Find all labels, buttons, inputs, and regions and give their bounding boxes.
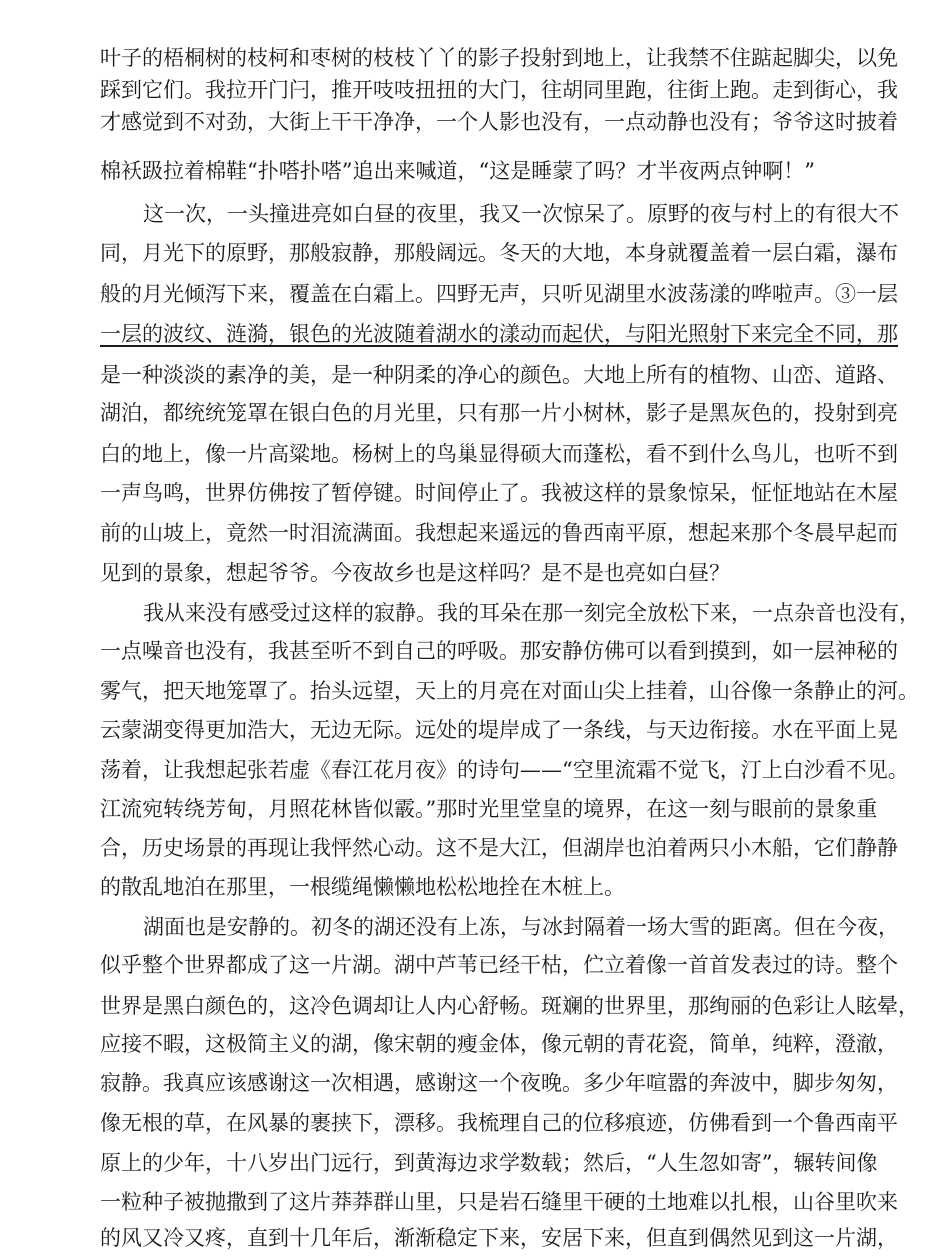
p2-line-9: 前的山坡上，竟然一时泪流满面。我想起来遥远的鲁西南平原，想起来那个冬晨早起而 [100, 521, 898, 545]
p4-line-8: 一粒种子被抛撒到了这片莽莽群山里，只是岩石缝里干硬的土地难以扎根，山谷里吹来 [100, 1190, 898, 1214]
p3-line-6: 江流宛转绕芳甸，月照花林皆似霰。”那时光里堂皇的境界，在这一刻与眼前的景象重 [100, 797, 878, 821]
p2-line-1: 这一次，一头撞进亮如白昼的夜里，我又一次惊呆了。原野的夜与村上的有很大不 [143, 202, 899, 226]
p3-line-2: 一点噪音也没有，我甚至听不到自己的呼吸。那安静仿佛可以看到摸到，如一层神秘的 [100, 639, 898, 663]
p4-line-9: 的风又冷又疼，直到十几年后，渐渐稳定下来，安居下来，但直到偶然见到这一片湖， [100, 1226, 898, 1250]
p4-line-5: 寂静。我真应该感谢这一次相遇，感谢这一个夜晚。多少年喧嚣的奔波中，脚步匆匆， [100, 1071, 898, 1095]
p2-line-3: 般的月光倾泻下来，覆盖在白霜上。四野无声，只听见湖里水波荡漾的哗啦声。③一层 [100, 282, 898, 306]
p4-line-6: 像无根的草，在风暴的裹挟下，漂移。我梳理自己的位移痕迹，仿佛看到一个鲁西南平 [100, 1111, 898, 1135]
p3-line-4: 云蒙湖变得更加浩大，无边无际。远处的堤岸成了一条线，与天边衔接。水在平面上晃 [100, 718, 898, 742]
p2-line-8: 一声鸟鸣，世界仿佛按了暂停键。时间停止了。我被这样的景象惊呆，怔怔地站在木屋 [100, 481, 898, 505]
p4-line-4: 应接不暇，这极简主义的湖，像宋朝的瘦金体，像元朝的青花瓷，简单，纯粹，澄澈， [100, 1032, 898, 1056]
p2-line-4-underlined: 一层的波纹、涟漪，银色的光波随着湖水的漾动而起伏，与阳光照射下来完全不同，那 [100, 322, 898, 346]
p3-line-8: 的散乱地泊在那里，一根缆绳懒懒地松松地拴在木桩上。 [100, 875, 625, 899]
p2-line-10: 见到的景象，想起爷爷。今夜故乡也是这样吗？是不是也亮如白昼？ [100, 561, 730, 585]
p2-line-6: 湖泊，都统统笼罩在银白色的月光里，只有那一片小树林，影子是黑灰色的，投射到亮 [100, 401, 898, 425]
p4-line-2: 似乎整个世界都成了这一片湖。湖中芦苇已经干枯，伫立着像一首首发表过的诗。整个 [100, 953, 898, 977]
p3-line-5: 荡着，让我想起张若虚《春江花月夜》的诗句——“空里流霜不觉飞，汀上白沙看不见。 [100, 758, 909, 782]
p1-line-1: 叶子的梧桐树的枝柯和枣树的枝枝丫丫的影子投射到地上，让我禁不住踮起脚尖，以免 [100, 46, 898, 70]
p3-line-1: 我从来没有感受过这样的寂静。我的耳朵在那一刻完全放松下来，一点杂音也没有， [143, 601, 920, 625]
p1-line-4: 棉袄趿拉着棉鞋“扑嗒扑嗒”追出来喊道，“这是睡蒙了吗？才半夜两点钟啊！” [100, 159, 815, 183]
p2-line-2: 同，月光下的原野，那般寂静，那般阔远。冬天的大地，本身就覆盖着一层白霜，瀑布 [100, 241, 898, 265]
p2-line-5: 是一种淡淡的素净的美，是一种阴柔的净心的颜色。大地上所有的植物、山峦、道路、 [100, 363, 898, 387]
p3-line-3: 雾气，把天地笼罩了。抬头远望，天上的月亮在对面山尖上挂着，山谷像一条静止的河。 [100, 679, 919, 703]
p4-line-3: 世界是黑白颜色的，这冷色调却让人内心舒畅。斑斓的世界里，那绚丽的色彩让人眩晕， [100, 994, 919, 1018]
p4-line-7: 原上的少年，十八岁出门远行，到黄海边求学数载；然后，“人生忽如寄”，辗转间像 [100, 1151, 878, 1175]
p2-line-7: 白的地上，像一片高粱地。杨树上的鸟巢显得硕大而蓬松，看不到什么鸟儿，也听不到 [100, 442, 898, 466]
p1-line-2: 踩到它们。我拉开门闩，推开吱吱扭扭的大门，往胡同里跑，往街上跑。走到街心，我 [100, 78, 898, 102]
p3-line-7: 合，历史场景的再现让我怦然心动。这不是大江，但湖岸也泊着两只小木船，它们静静 [100, 836, 898, 860]
p1-line-3: 才感觉到不对劲，大街上干干净净，一个人影也没有，一点动静也没有；爷爷这时披着 [100, 110, 898, 134]
p4-line-1: 湖面也是安静的。初冬的湖还没有上冻，与冰封隔着一场大雪的距离。但在今夜， [143, 915, 899, 939]
